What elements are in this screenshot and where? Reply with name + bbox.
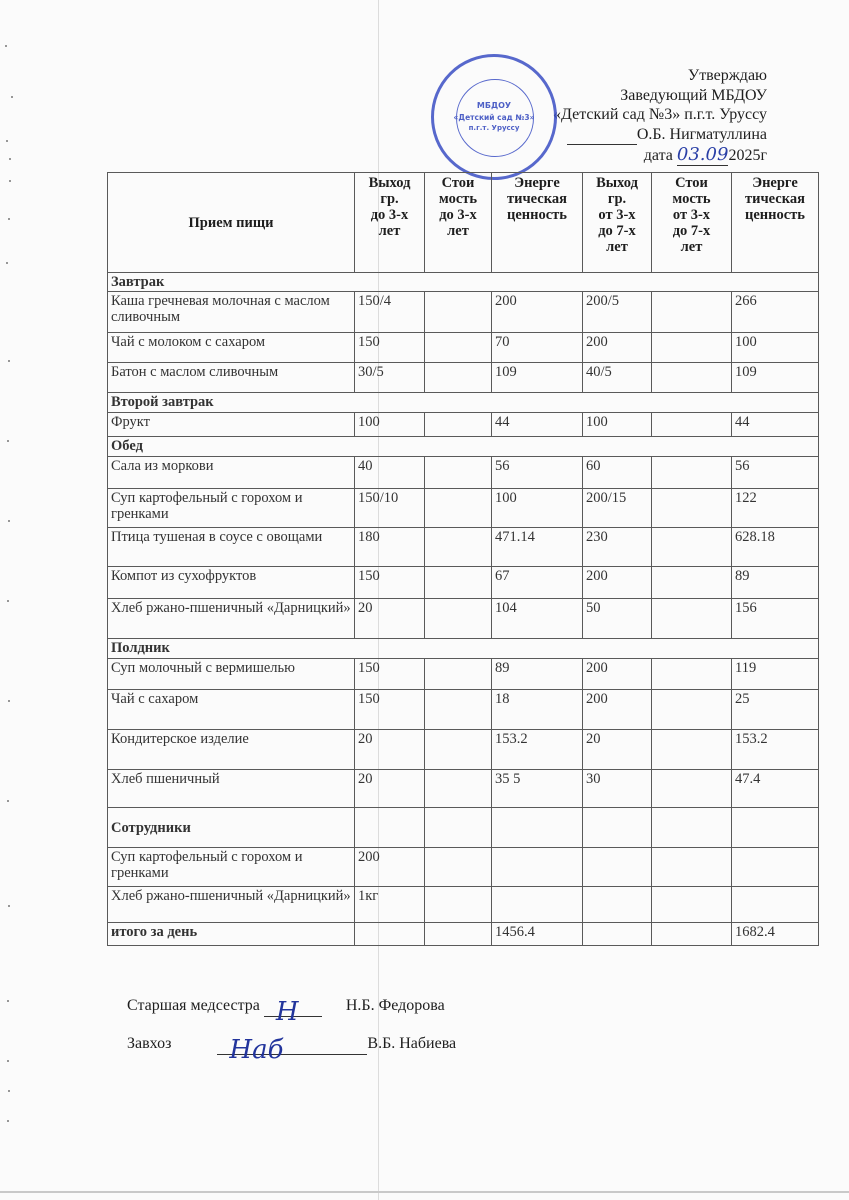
table-row xyxy=(108,363,819,393)
cost-3to7 xyxy=(652,489,732,528)
energy-under3: 109 xyxy=(492,363,583,393)
dish-name: Каша гречневая молочная с маслом сливочным xyxy=(108,292,355,333)
cost-3to7 xyxy=(652,333,732,363)
energy-3to7: 56 xyxy=(732,457,819,489)
energy-under3 xyxy=(492,887,583,923)
table-row xyxy=(108,413,819,437)
signatures-block xyxy=(127,996,456,1072)
dish-name: Кондитерское изделие xyxy=(108,730,355,770)
cost-under3 xyxy=(425,848,492,887)
output-3to7: 200/15 xyxy=(583,489,652,528)
table-row xyxy=(108,489,819,528)
output-under3: 150 xyxy=(355,333,425,363)
output-under3: 150 xyxy=(355,659,425,690)
energy-3to7: 156 xyxy=(732,599,819,639)
table-row xyxy=(108,770,819,808)
energy-under3: 100 xyxy=(492,489,583,528)
dish-name: Чай с молоком с сахаром xyxy=(108,333,355,363)
output-under3: 40 xyxy=(355,457,425,489)
handwritten-signature: Н xyxy=(275,997,299,1027)
output-3to7: 200 xyxy=(583,567,652,599)
signature-supply-manager xyxy=(127,1034,456,1072)
energy-under3: 200 xyxy=(492,292,583,333)
dish-name: Хлеб ржано-пшеничный «Дарницкий» xyxy=(108,887,355,923)
output-3to7 xyxy=(583,848,652,887)
energy-3to7: 109 xyxy=(732,363,819,393)
section-row-second-breakfast xyxy=(108,393,819,413)
signature-nurse xyxy=(127,996,456,1034)
cost-3to7 xyxy=(652,690,732,730)
header-output-3to7: Выход гр. от 3-х до 7-х лет xyxy=(583,173,652,273)
section-row-staff xyxy=(108,808,819,848)
total-output-under3 xyxy=(355,923,425,946)
energy-under3: 89 xyxy=(492,659,583,690)
energy-under3: 44 xyxy=(492,413,583,437)
cost-under3 xyxy=(425,690,492,730)
total-row xyxy=(108,923,819,946)
table-row xyxy=(108,690,819,730)
section-title: Второй завтрак xyxy=(108,393,819,413)
output-3to7: 200 xyxy=(583,659,652,690)
dish-name: Чай с сахаром xyxy=(108,690,355,730)
output-3to7: 60 xyxy=(583,457,652,489)
output-3to7: 200 xyxy=(583,333,652,363)
output-3to7: 20 xyxy=(583,730,652,770)
energy-under3: 18 xyxy=(492,690,583,730)
signature-name: Н.Б. Федорова xyxy=(345,997,445,1014)
table-row xyxy=(108,848,819,887)
output-under3: 150 xyxy=(355,690,425,730)
output-under3: 30/5 xyxy=(355,363,425,393)
output-3to7: 200 xyxy=(583,690,652,730)
table-row xyxy=(108,333,819,363)
energy-3to7 xyxy=(732,848,819,887)
output-3to7: 230 xyxy=(583,528,652,567)
signature-line xyxy=(567,125,637,146)
cost-3to7 xyxy=(652,457,732,489)
approval-organization: «Детский сад №3» п.г.т. Уруссу xyxy=(552,106,767,123)
energy-3to7: 119 xyxy=(732,659,819,690)
total-label: итого за день xyxy=(108,923,355,946)
dish-name: Хлеб ржано-пшеничный «Дарницкий» xyxy=(108,599,355,639)
dish-name: Фрукт xyxy=(108,413,355,437)
cost-under3 xyxy=(425,567,492,599)
date-handwritten: 03.09 xyxy=(676,144,729,165)
total-cost-3to7 xyxy=(652,923,732,946)
energy-under3: 104 xyxy=(492,599,583,639)
cost-3to7 xyxy=(652,599,732,639)
table-row xyxy=(108,887,819,923)
energy-under3 xyxy=(492,848,583,887)
output-under3: 150 xyxy=(355,567,425,599)
output-3to7 xyxy=(583,887,652,923)
cost-3to7 xyxy=(652,848,732,887)
cost-under3 xyxy=(425,659,492,690)
section-title: Полдник xyxy=(108,639,819,659)
approval-title: Утверждаю xyxy=(687,67,767,84)
energy-3to7: 122 xyxy=(732,489,819,528)
cost-3to7 xyxy=(652,292,732,333)
signature-name: В.Б. Набиева xyxy=(367,1035,457,1052)
cost-3to7 xyxy=(652,659,732,690)
cost-under3 xyxy=(425,292,492,333)
output-3to7: 50 xyxy=(583,599,652,639)
total-energy-under3: 1456.4 xyxy=(492,923,583,946)
signature-line xyxy=(264,996,322,1027)
output-3to7: 30 xyxy=(583,770,652,808)
cost-under3 xyxy=(425,489,492,528)
cost-under3 xyxy=(425,528,492,567)
output-under3: 100 xyxy=(355,413,425,437)
output-under3: 150/10 xyxy=(355,489,425,528)
dish-name: Сала из моркови xyxy=(108,457,355,489)
cost-under3 xyxy=(425,730,492,770)
output-3to7: 40/5 xyxy=(583,363,652,393)
dish-name: Хлеб пшеничный xyxy=(108,770,355,808)
approval-position: Заведующий МБДОУ xyxy=(620,86,767,104)
energy-3to7 xyxy=(732,887,819,923)
signature-role: Старшая медсестра xyxy=(127,997,260,1014)
section-row-lunch xyxy=(108,437,819,457)
cost-under3 xyxy=(425,887,492,923)
cost-3to7 xyxy=(652,528,732,567)
output-under3: 180 xyxy=(355,528,425,567)
table-header-row xyxy=(108,173,819,273)
menu-table xyxy=(107,172,819,946)
cost-under3 xyxy=(425,363,492,393)
table-row xyxy=(108,457,819,489)
section-row-afternoon-snack xyxy=(108,639,819,659)
table-row xyxy=(108,528,819,567)
energy-under3: 35 5 xyxy=(492,770,583,808)
table-row xyxy=(108,730,819,770)
scan-margin-dots xyxy=(5,0,15,1200)
energy-3to7: 25 xyxy=(732,690,819,730)
energy-under3: 153.2 xyxy=(492,730,583,770)
signature-line xyxy=(217,1034,367,1065)
dish-name: Суп молочный с вермишелью xyxy=(108,659,355,690)
cost-under3 xyxy=(425,770,492,808)
handwritten-signature: Наб xyxy=(229,1035,284,1065)
dish-name: Компот из сухофруктов xyxy=(108,567,355,599)
energy-3to7: 100 xyxy=(732,333,819,363)
signature-role: Завхоз xyxy=(127,1035,172,1052)
table-row xyxy=(108,292,819,333)
output-under3: 200 xyxy=(355,848,425,887)
header-cost-under3: Стои мость до 3-х лет xyxy=(425,173,492,273)
output-3to7: 200/5 xyxy=(583,292,652,333)
cost-under3 xyxy=(425,457,492,489)
total-cost-under3 xyxy=(425,923,492,946)
cost-3to7 xyxy=(652,363,732,393)
date-label: дата xyxy=(643,147,673,164)
stamp-text-3: п.г.т. Уруссу xyxy=(468,124,520,132)
section-title: Завтрак xyxy=(108,273,819,292)
section-title: Сотрудники xyxy=(108,808,355,848)
energy-3to7: 44 xyxy=(732,413,819,437)
header-cost-3to7: Стои мость от 3-х до 7-х лет xyxy=(652,173,732,273)
energy-under3: 56 xyxy=(492,457,583,489)
page-bottom-edge xyxy=(0,1191,849,1193)
header-energy-under3: Энерге тическая ценность xyxy=(492,173,583,273)
dish-name: Батон с маслом сливочным xyxy=(108,363,355,393)
official-stamp xyxy=(431,54,557,180)
section-row-breakfast xyxy=(108,273,819,292)
energy-3to7: 628.18 xyxy=(732,528,819,567)
dish-name: Птица тушеная в соусе с овощами xyxy=(108,528,355,567)
stamp-text-1: МБДОУ xyxy=(476,101,512,110)
header-output-under3: Выход гр. до 3-х лет xyxy=(355,173,425,273)
header-energy-3to7: Энерге тическая ценность xyxy=(732,173,819,273)
cost-under3 xyxy=(425,333,492,363)
date-year: 2025г xyxy=(728,147,767,164)
output-3to7: 100 xyxy=(583,413,652,437)
energy-3to7: 153.2 xyxy=(732,730,819,770)
stamp-text-2: «Детский сад №3» xyxy=(453,113,535,122)
total-energy-3to7: 1682.4 xyxy=(732,923,819,946)
dish-name: Суп картофельный с горохом и гренками xyxy=(108,848,355,887)
table-row xyxy=(108,599,819,639)
output-under3: 20 xyxy=(355,770,425,808)
dish-name: Суп картофельный с горохом и гренками xyxy=(108,489,355,528)
section-title: Обед xyxy=(108,437,819,457)
output-under3: 20 xyxy=(355,599,425,639)
energy-3to7: 266 xyxy=(732,292,819,333)
energy-3to7: 89 xyxy=(732,567,819,599)
cost-3to7 xyxy=(652,567,732,599)
table-row xyxy=(108,567,819,599)
table-row xyxy=(108,659,819,690)
cost-under3 xyxy=(425,599,492,639)
energy-3to7: 47.4 xyxy=(732,770,819,808)
cost-3to7 xyxy=(652,413,732,437)
output-under3: 150/4 xyxy=(355,292,425,333)
cost-3to7 xyxy=(652,730,732,770)
cost-3to7 xyxy=(652,770,732,808)
output-under3: 1кг xyxy=(355,887,425,923)
header-meal: Прием пищи xyxy=(108,173,355,273)
total-output-3to7 xyxy=(583,923,652,946)
energy-under3: 70 xyxy=(492,333,583,363)
cost-3to7 xyxy=(652,887,732,923)
approval-signer-name: О.Б. Нигматуллина xyxy=(636,125,767,143)
energy-under3: 471.14 xyxy=(492,528,583,567)
output-under3: 20 xyxy=(355,730,425,770)
energy-under3: 67 xyxy=(492,567,583,599)
cost-under3 xyxy=(425,413,492,437)
